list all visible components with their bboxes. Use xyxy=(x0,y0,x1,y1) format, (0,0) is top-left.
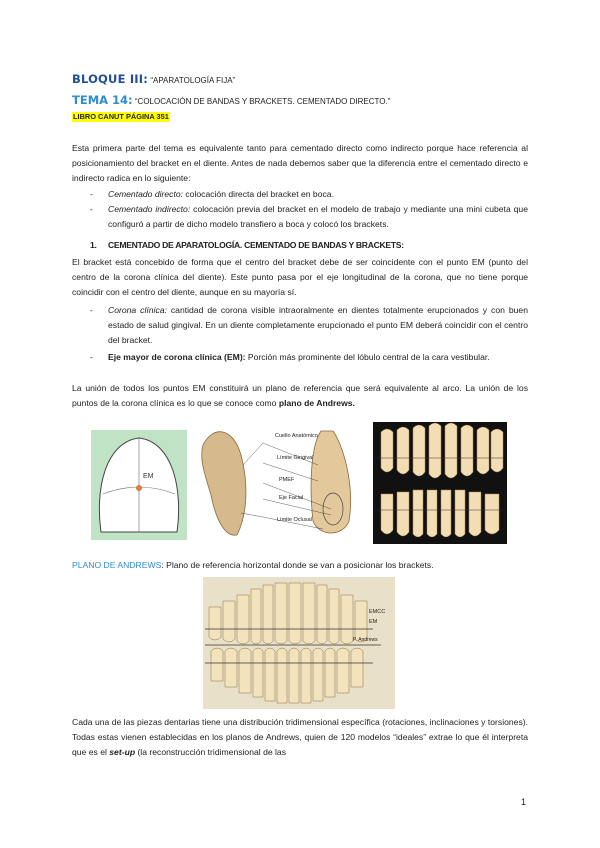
figure-label: EM xyxy=(369,619,378,625)
bullet-text: colocación directa del bracket en boca. xyxy=(183,189,334,199)
bullet-term: Eje mayor de corona clínica (EM): xyxy=(108,352,246,362)
em-label: EM xyxy=(143,473,154,480)
figure-label: P. Andrews xyxy=(353,637,378,643)
bullet-term: Cementado indirecto: xyxy=(108,204,191,214)
intro-paragraph: Esta primera parte del tema es equivalente tanto para cementado directo como indirecto porque hace referencia al posicionamiento del bracket en el diente. Antes de nada debemos saber que la diferencia entre el cementado directo e indirecto radica en lo siguiente: xyxy=(72,143,528,183)
paragraph-text-end: (la reconstrucción tridimensional de las xyxy=(135,747,286,757)
bullet-term: Corona clínica: xyxy=(108,305,167,315)
block-heading xyxy=(72,72,235,86)
em-point xyxy=(136,485,142,491)
page-number: 1 xyxy=(520,797,526,807)
section-title: CEMENTADO DE APARATOLOGÍA. CEMENTADO DE BANDAS Y BRACKETS: xyxy=(108,240,404,250)
list-item xyxy=(90,202,528,232)
book-reference: LIBRO CANUT PÁGINA 351 xyxy=(73,112,169,121)
list-item xyxy=(90,303,528,348)
section-heading xyxy=(90,240,404,250)
section-number: 1. xyxy=(90,240,97,250)
bullet-dash: - xyxy=(90,204,93,214)
paragraph: El bracket está concebido de forma que el centro del bracket debe de ser coincidente con el punto EM (punto del centro de la corona clínica del diente). Este punto pasa por el eje longitudinal de la corona, que no tiene porque coincidir con el centro del diente, aunque en su mayoría sí. xyxy=(72,257,528,297)
bullet-text: colocación previa del bracket en el modelo de trabajo y mediante una mini cubeta que configuró a partir de dicho modelo transfiero a boca y colocó los brackets. xyxy=(108,204,528,229)
bullet-dash: - xyxy=(90,352,93,362)
block-label: BLOQUE III: xyxy=(72,72,149,86)
figure-label: Cuello Anatómico xyxy=(275,433,318,439)
topic-heading xyxy=(72,93,390,107)
paragraph xyxy=(72,715,528,760)
andrews-plane-diagram xyxy=(203,577,395,709)
topic-title: “COLOCACIÓN DE BANDAS Y BRACKETS. CEMENTADO DIRECTO.” xyxy=(134,97,391,106)
paragraph-text: Cada una de las piezas dentarias tiene una distribución tridimensional específica (rotaciones, inclinaciones y torsiones). Todas estas vienen establecidas en los planos de Andrews, quien de 120 modelos “ideales” extrae lo que él interpreta que es el xyxy=(72,717,528,757)
bullet-term: Cementado directo: xyxy=(108,189,183,199)
bullet-text: Porción más prominente del lóbulo central de la cara vestibular. xyxy=(245,352,490,362)
andrews-plane-caption xyxy=(72,560,434,570)
figure-label: Límite Gingival xyxy=(277,455,314,461)
list-item xyxy=(90,187,528,202)
figure-label: Eje Facial xyxy=(279,495,304,501)
tooth-front-view xyxy=(311,431,351,533)
list-item xyxy=(90,350,528,365)
leader-line xyxy=(243,443,263,465)
bullet-dash: - xyxy=(90,189,93,199)
tooth-side-view xyxy=(202,432,246,535)
bullet-text: cantidad de corona visible intraoralmente en dientes totalmente erupcionados y con buen estado de salud gingival. En un diente completamente erupcionado el punto EM deberá coincidir con el centro del bracket. xyxy=(108,305,528,345)
block-title: “APARATOLOGÍA FIJA” xyxy=(150,76,236,85)
caption-text: : Plano de referencia horizontal donde se van a posicionar los brackets. xyxy=(161,560,434,570)
figure-label: EMCC xyxy=(369,609,386,615)
paragraph xyxy=(72,381,528,411)
leader-line xyxy=(241,513,263,517)
figure-label: PMEF xyxy=(279,477,295,483)
figure-label: Límite Oclusal xyxy=(277,517,312,523)
paragraph-text: La unión de todos los puntos EM constituirá un plano de referencia que será equivalente al arco. La unión de los puntos de la corona clínica es lo que se conoce como xyxy=(72,383,528,408)
leader-line xyxy=(263,443,318,465)
caption-term: PLANO DE ANDREWS xyxy=(72,560,162,570)
andrews-plane-term: plano de Andrews. xyxy=(278,398,355,408)
bullet-dash: - xyxy=(90,305,93,315)
tooth-profile-diagram xyxy=(193,425,363,543)
topic-label: TEMA 14: xyxy=(72,93,133,107)
dental-arch-photo xyxy=(373,422,507,544)
crown-em-diagram xyxy=(91,430,187,540)
setup-term: set-up xyxy=(109,747,136,757)
